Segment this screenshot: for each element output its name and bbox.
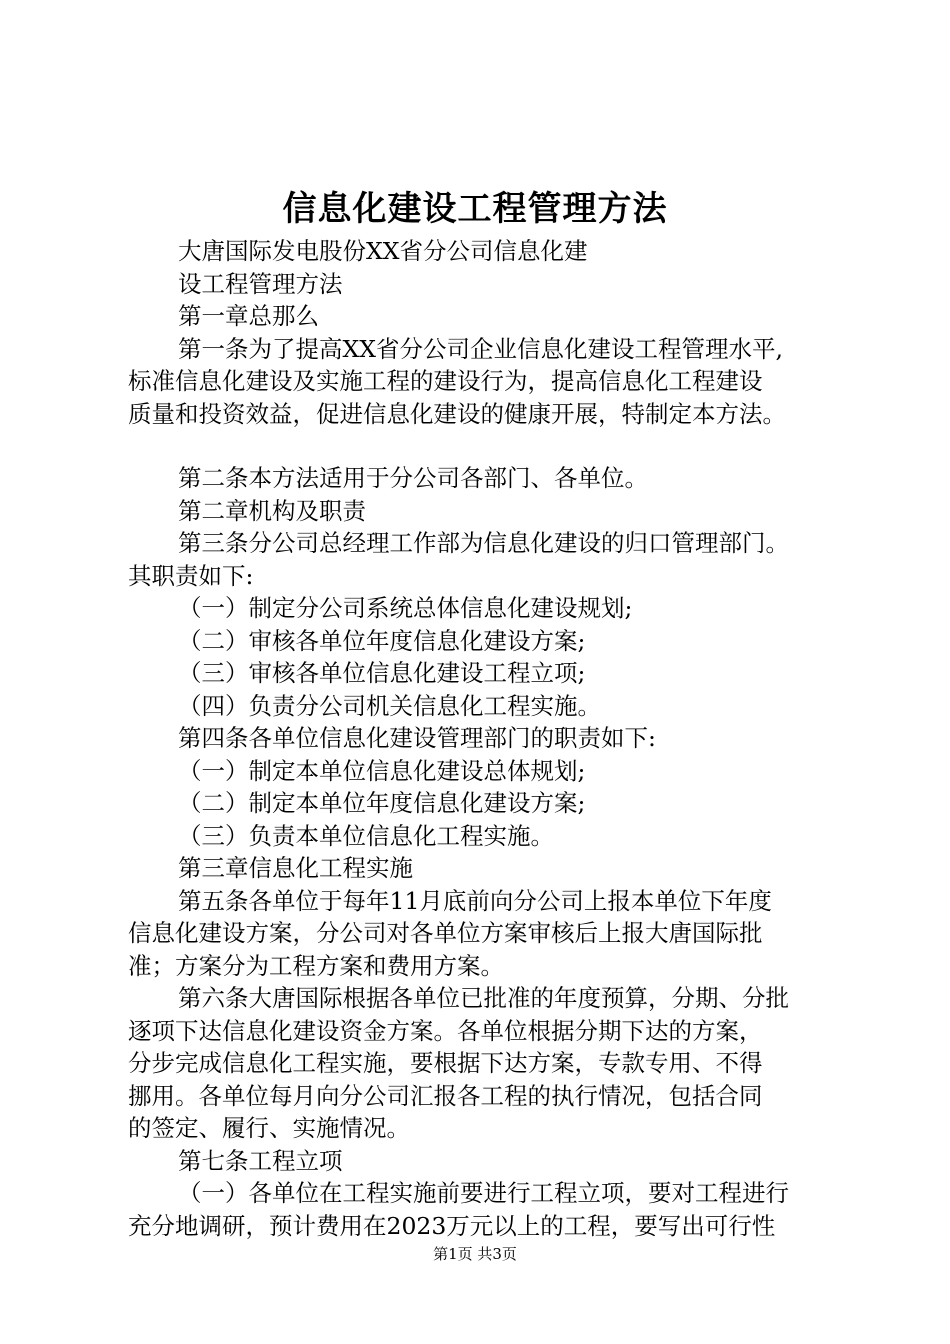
paragraph-line: 第一条为了提高XX省分公司企业信息化建设工程管理水平, [178,334,783,363]
paragraph-line: 第五条各单位于每年11月底前向分公司上报本单位下年度 [178,886,772,915]
paragraph-line: 第七条工程立项 [178,1146,343,1175]
chapter-heading: 第一章总那么 [178,302,319,330]
paragraph-line: 大唐国际发电股份XX省分公司信息化建 [178,237,588,265]
list-item: （二）制定本单位年度信息化建设方案; [178,789,586,817]
paragraph-line: 设工程管理方法 [178,269,343,298]
page-footer: 第1页 共3页 [433,1245,517,1263]
paragraph-line: 质量和投资效益，促进信息化建设的健康开展，特制定本方法。 [128,399,786,428]
paragraph-gap [128,430,833,462]
paragraph-line: 分步完成信息化工程实施，要根据下达方案，专款专用、不得 [128,1049,763,1077]
document-title: 信息化建设工程管理方法 [282,189,668,229]
paragraph-line: 第六条大唐国际根据各单位已批准的年度预算，分期、分批 [178,984,789,1012]
paragraph-line: 信息化建设方案，分公司对各单位方案审核后上报大唐国际批 [128,919,763,947]
chapter-heading: 第二章机构及职责 [178,496,366,525]
list-item: （一）制定分公司系统总体信息化建设规划; [178,594,633,622]
paragraph-line: 第三条分公司总经理工作部为信息化建设的归口管理部门。 [178,529,789,557]
chapter-heading: 第三章信息化工程实施 [178,854,413,882]
paragraph-line: 其职责如下: [128,561,254,590]
paragraph-line: 标准信息化建设及实施工程的建设行为，提高信息化工程建设 [128,367,763,395]
paragraph-line: 第二条本方法适用于分公司各部门、各单位。 [178,464,648,492]
paragraph-line: 准；方案分为工程方案和费用方案。 [128,951,504,980]
list-item: （三）审核各单位信息化建设工程立项; [178,659,586,687]
document-body [128,235,833,1242]
list-item: （二）审核各单位年度信息化建设方案; [178,626,586,655]
paragraph-line: 的签定、履行、实施情况。 [128,1114,410,1142]
paragraph-line: 第四条各单位信息化建设管理部门的职责如下: [178,724,656,752]
list-item: （四）负责分公司机关信息化工程实施。 [178,691,601,720]
paragraph-line: 充分地调研，预计费用在2023万元以上的工程，要写出可行性 [128,1211,776,1240]
list-item: （一）制定本单位信息化建设总体规划; [178,756,586,785]
list-item: （三）负责本单位信息化工程实施。 [178,821,554,850]
paragraph-line: 逐项下达信息化建设资金方案。各单位根据分期下达的方案， [128,1016,763,1045]
list-item: （一）各单位在工程实施前要进行工程立项，要对工程进行 [178,1179,789,1207]
paragraph-line: 挪用。各单位每月向分公司汇报各工程的执行情况，包括合同 [128,1081,763,1110]
